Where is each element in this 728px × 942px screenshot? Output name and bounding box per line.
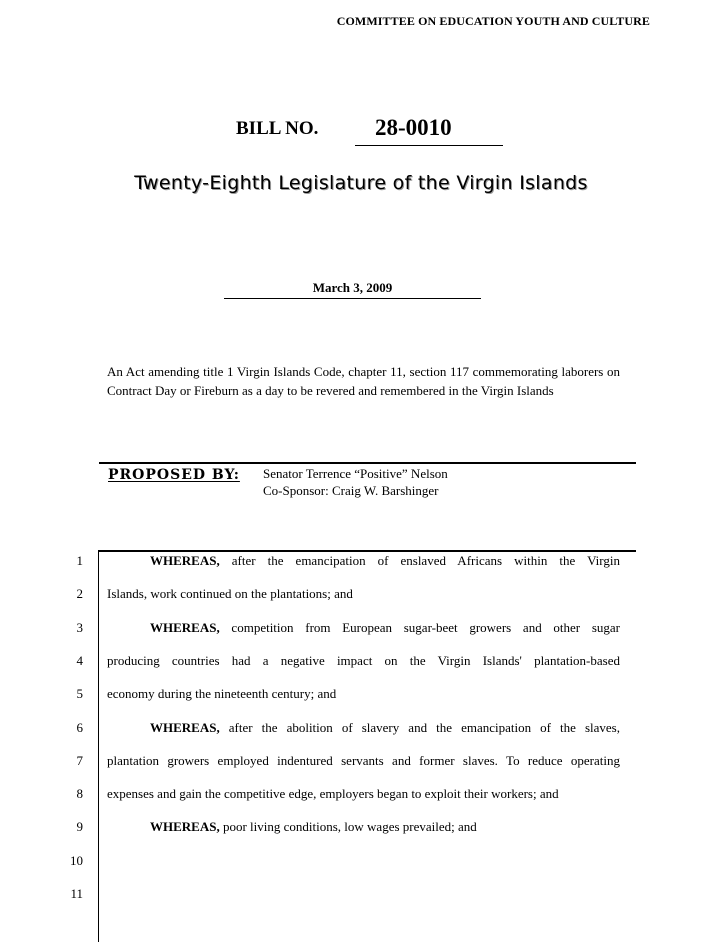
- line-number: 1: [76, 553, 83, 568]
- sponsor-block: [263, 465, 448, 499]
- body-line-text: Islands, work continued on the plantations; and: [107, 586, 353, 601]
- bill-date: March 3, 2009: [312, 280, 393, 295]
- committee-header: COMMITTEE ON EDUCATION YOUTH AND CULTURE: [336, 14, 650, 28]
- line-number: 9: [76, 819, 83, 834]
- bill-number: 28-0010: [375, 115, 452, 140]
- body-line: [107, 819, 620, 835]
- whereas-keyword: WHEREAS,: [150, 553, 220, 568]
- body-line-text: plantation growers employed indentured servants and former slaves. To reduce operating: [107, 753, 620, 768]
- body-line-text: producing countries had a negative impact on the Virgin Islands' plantation-based: [107, 653, 620, 668]
- body-line: [107, 720, 620, 736]
- body-line: [107, 620, 620, 636]
- act-title: An Act amending title 1 Virgin Islands Code, chapter 11, section 117 commemorating laborers on Contract Day or Fireburn as a day to be revered and remembered in the Virgin Islands: [107, 364, 620, 398]
- body-line-text: after the abolition of slavery and the emancipation of the slaves,: [219, 720, 620, 735]
- body-line: [107, 686, 620, 702]
- whereas-keyword: WHEREAS,: [150, 819, 220, 834]
- body-line-text: after the emancipation of enslaved Africans within the Virgin: [219, 553, 620, 568]
- date-field: [224, 278, 481, 299]
- legislature-title-text: Twenty-Eighth Legislature of the Virgin Islands: [134, 172, 588, 194]
- body-line: [107, 553, 620, 569]
- line-number: 7: [76, 753, 83, 768]
- bill-number-field: [355, 112, 503, 146]
- bill-label: BILL NO.: [236, 118, 319, 139]
- body-line-text: expenses and gain the competitive edge, employers began to exploit their workers; and: [107, 786, 559, 801]
- sponsor-name: Senator Terrence “Positive” Nelson: [263, 466, 448, 481]
- whereas-keyword: WHEREAS,: [150, 620, 220, 635]
- line-number: 4: [76, 653, 83, 668]
- cosponsor-name: Co-Sponsor: Craig W. Barshinger: [263, 483, 439, 498]
- body-line: [107, 753, 620, 769]
- body-line: [107, 786, 620, 802]
- whereas-keyword: WHEREAS,: [150, 720, 220, 735]
- line-number: 2: [76, 586, 83, 601]
- body-line-text: poor living conditions, low wages prevailed; and: [219, 819, 477, 834]
- line-number-margin-rule: [98, 550, 99, 942]
- line-number: 3: [76, 620, 83, 635]
- line-number: 8: [76, 786, 83, 801]
- sponsor-section-top-rule: [99, 462, 636, 464]
- sponsor-section-bottom-rule: [99, 550, 636, 552]
- body-line: [107, 586, 620, 602]
- line-number: 6: [76, 720, 83, 735]
- body-line-text: economy during the nineteenth century; and: [107, 686, 337, 701]
- body-line-text: competition from European sugar-beet growers and other sugar: [219, 620, 620, 635]
- legislature-title: [0, 172, 728, 194]
- line-number: 10: [70, 853, 83, 868]
- proposed-by-label: PROPOSED BY:: [108, 467, 240, 483]
- line-number: 5: [76, 686, 83, 701]
- body-line: [107, 653, 620, 669]
- line-number: 11: [70, 886, 83, 901]
